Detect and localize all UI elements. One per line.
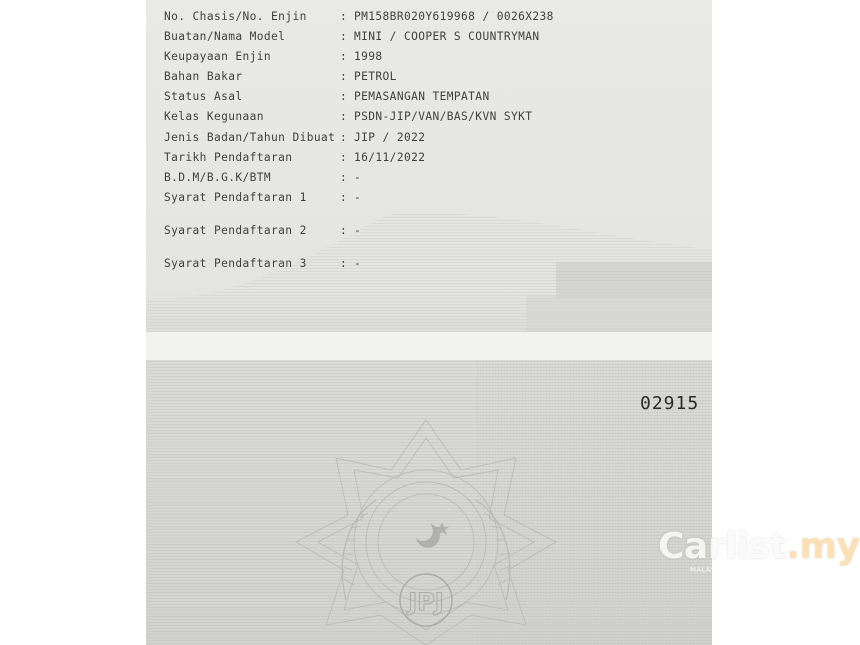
field-label: Syarat Pendaftaran 1 (164, 191, 307, 204)
field-value: JIP / 2022 (354, 131, 426, 144)
field-value: 1998 (354, 50, 383, 63)
jpj-seal-emblem (246, 410, 606, 645)
field-label: No. Chasis/No. Enjin (164, 10, 307, 23)
field-label: Jenis Badan/Tahun Dibuat (164, 131, 336, 144)
field-label: Bahan Bakar (164, 70, 243, 83)
field-label: Tarikh Pendaftaran (164, 151, 293, 164)
field-colon: : (340, 110, 348, 123)
field-colon: : (340, 30, 348, 43)
field-colon: : (340, 151, 348, 164)
field-value: PM158BR020Y619968 / 0026X238 (354, 10, 554, 23)
field-colon: : (340, 90, 348, 103)
field-value: PETROL (354, 70, 397, 83)
watermark-suffix: .my (786, 526, 860, 567)
divider-band (146, 332, 712, 360)
watermark-tagline: MALAYSIA'S NO.1 CAR SITE (690, 566, 792, 574)
field-label: B.D.M/B.G.K/BTM (164, 171, 272, 184)
field-colon: : (340, 191, 348, 204)
field-label: Buatan/Nama Model (164, 30, 286, 43)
field-colon: : (340, 10, 348, 23)
watermark-brand: Carlist (658, 526, 787, 567)
field-colon: : (340, 171, 348, 184)
field-colon: : (340, 257, 348, 270)
field-colon: : (340, 131, 348, 144)
field-colon: : (340, 70, 348, 83)
serial-number: 02915 (640, 393, 700, 414)
carlist-watermark (658, 526, 859, 567)
field-value: 16/11/2022 (354, 151, 426, 164)
registration-document (146, 0, 712, 645)
field-label: Keupayaan Enjin (164, 50, 272, 63)
field-label: Status Asal (164, 90, 243, 103)
seal-emblem-text: JPJ (408, 588, 444, 616)
field-value: PEMASANGAN TEMPATAN (354, 90, 490, 103)
field-label: Kelas Kegunaan (164, 110, 264, 123)
field-value: PSDN-JIP/VAN/BAS/KVN SYKT (354, 110, 533, 123)
field-colon: : (340, 224, 348, 237)
field-value: - (354, 257, 362, 270)
field-value: - (354, 191, 362, 204)
field-colon: : (340, 50, 348, 63)
field-label: Syarat Pendaftaran 3 (164, 257, 307, 270)
field-value: - (354, 224, 362, 237)
registration-fields (146, 0, 712, 290)
field-label: Syarat Pendaftaran 2 (164, 224, 307, 237)
field-value: - (354, 171, 362, 184)
field-value: MINI / COOPER S COUNTRYMAN (354, 30, 540, 43)
